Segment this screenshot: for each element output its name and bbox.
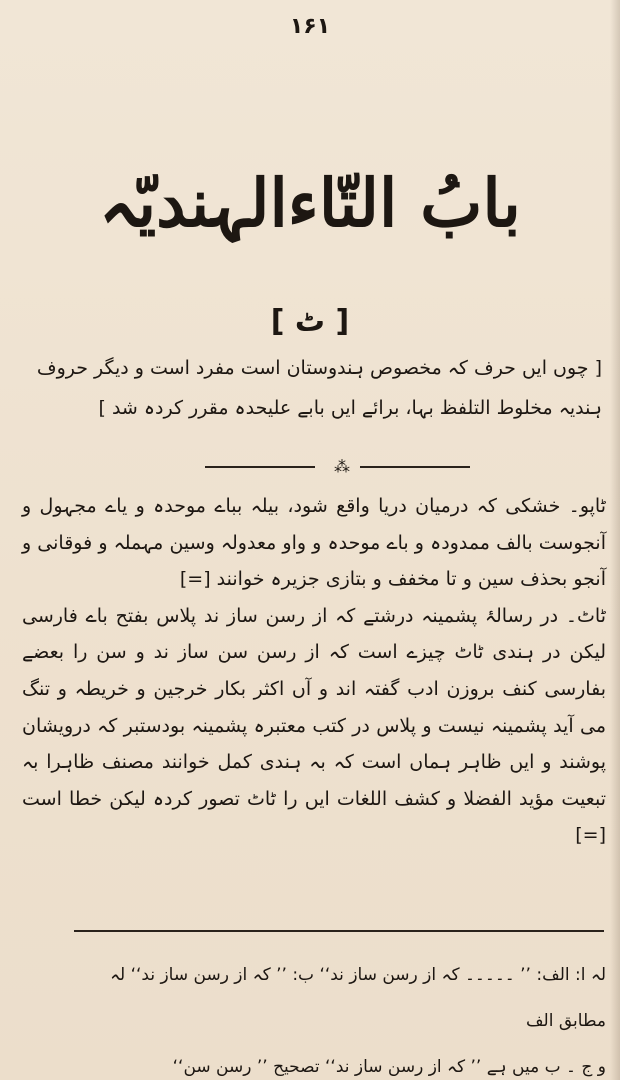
- page-edge-shadow: [610, 0, 620, 1080]
- footnotes: [70, 952, 606, 1080]
- intro-note: [ چوں ایں حرف کہ مخصوص ہندوستان است مفرد است و دیگر حروف ہندیہ مخلوط التلفظ بہا، برائے ایں بابے علیحدہ مقرر کردہ شد ]: [36, 357, 602, 419]
- footnote-line: و ج ۔ ب میں ہے ’’ کہ از رسن ساز ند‘‘ تصحیح ’’ رسن سن‘‘: [172, 1057, 606, 1077]
- page-number: ۱۶۱: [289, 14, 331, 39]
- asterism-icon: ⁂: [334, 457, 350, 476]
- divider-rule-left: [205, 466, 315, 468]
- footnote-rule: [74, 930, 604, 932]
- body-text: [22, 488, 606, 854]
- section-divider: [0, 456, 620, 480]
- chapter-title: بابُ التّاءالہندیّہ: [99, 164, 521, 242]
- divider-rule-right: [360, 466, 470, 468]
- entry-taat: ٹاٹ۔ در رسالۂ پشمینہ درشتے کہ از رسن ساز ند پلاس بفتح باے فارسی لیکن در ہندی ٹاٹ چیزے است کہ از رسن سن ساز ند و سن را بعضے بفارسی کنف بروزن ادب گفتہ اند و آں اکثر بکار خرجین و خریطہ و تنگ می آید پشمینہ نیست و پلاس در کتب معتبرہ پشمینہ بودستبر کہ درویشان پوشند و ایں ظاہر ہماں است کہ بہ ہندی کمل خوانند مصنف ظاہرا بہ تبعیت مؤید الفضلا و کشف اللغات ایں را ٹاٹ تصور کردہ لیکن خطا است [=]: [22, 604, 606, 847]
- entry-taapu: ٹاپو۔ خشکی کہ درمیان دریا واقع شود، بیلہ بباے موحدہ و یاے مجہول و آنجوست بالف ممدودہ و باے موحدہ و واو معدولہ وسین مہملہ و فوقانی و آنجو بحذف سین و تا مخفف و بتازی جزیرہ خوانند [=]: [22, 495, 606, 591]
- footnote-line: لہ ا: الف: ’’ ۔۔۔۔۔ کہ از رسن ساز ند‘‘ ب: ’’ کہ از رسن ساز ند‘‘ لہ مطابق الف: [110, 965, 606, 1031]
- letter-heading: [ ٹ ]: [270, 304, 350, 339]
